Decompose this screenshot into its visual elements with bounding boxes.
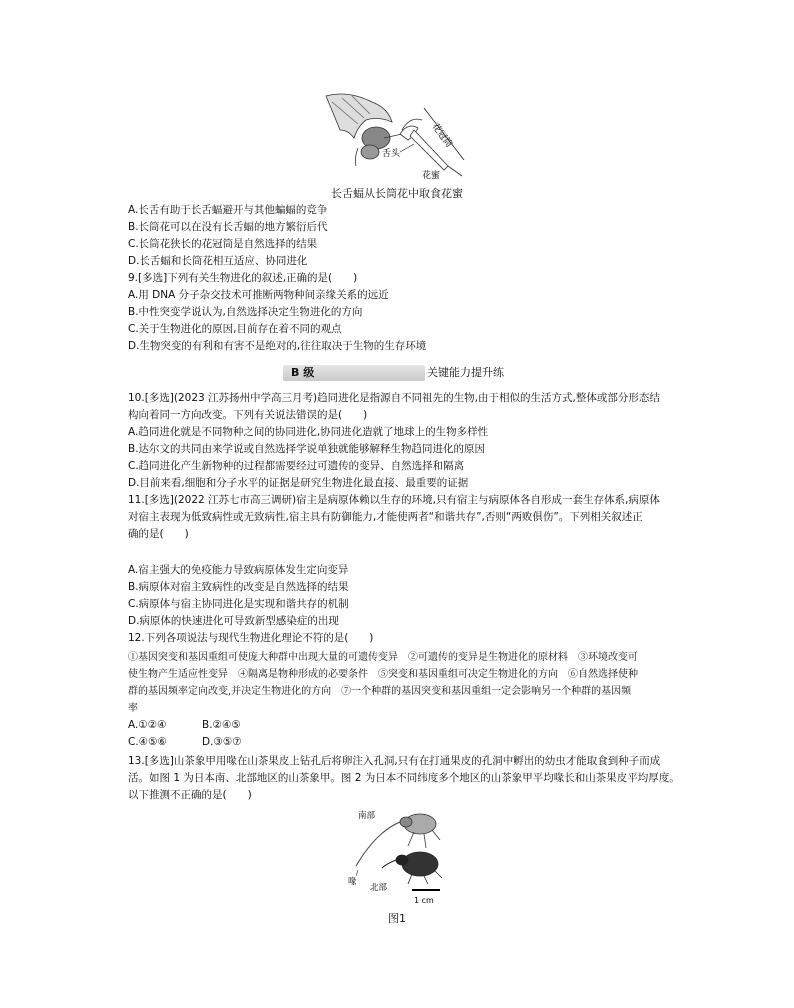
q12-option-d: D.③⑤⑦ <box>202 736 242 748</box>
section-b-title: 关键能力提升练 <box>427 366 504 379</box>
q11-option-c: C.病原体与宿主协同进化是实现和谐共存的机制 <box>128 598 349 610</box>
bat-figure-caption: 长舌蝠从长筒花中取食花蜜 <box>331 187 463 200</box>
q10-stem-line-1: 10.[多选](2023 江苏扬州中学高三月考)趋同进化是指源自不同祖先的生物,由于相似的生活方式,整体或部分形态结 <box>128 392 660 404</box>
beak-label: 喙 <box>348 877 357 887</box>
q11-stem-line-2: 对宿主表现为低致病性或无致病性,宿主具有防御能力,才能使两者“和谐共存”,否则“两败俱伤”。下列相关叙述正 <box>128 511 643 523</box>
q8-option-a: A.长舌有助于长舌蝠避开与其他蝙蝠的竞争 <box>128 204 328 216</box>
north-label: 北部 <box>370 883 388 893</box>
q13-stem-line-3: 以下推测不正确的是( ) <box>128 789 252 801</box>
q8-option-c: C.长筒花狭长的花冠筒是自然选择的结果 <box>128 238 318 250</box>
q12-option-a: A.①②④ <box>128 719 167 731</box>
corolla-label: 花冠筒 <box>429 121 454 150</box>
q11-option-d: D.病原体的快速进化可导致新型感染症的出现 <box>128 615 339 627</box>
nectar-label: 花蜜 <box>422 171 441 181</box>
q12-body-line-1: ①基因突变和基因重组可使庞大种群中出现大量的可遗传变异 ②可遗传的变异是生物进化的原材料 ③环境改变可 <box>128 652 638 663</box>
q9-option-d: D.生物突变的有利和有害不是绝对的,往往取决于生物的生存环境 <box>128 340 427 352</box>
weevil-figure <box>340 806 470 906</box>
q9-stem: 9.[多选]下列有关生物进化的叙述,正确的是( ) <box>128 272 358 284</box>
q10-option-c: C.趋同进化产生新物种的过程都需要经过可遗传的变异、自然选择和隔离 <box>128 460 465 472</box>
q12-body-line-4: 率 <box>128 703 138 714</box>
q9-option-c: C.关于生物进化的原因,目前存在着不同的观点 <box>128 323 342 335</box>
q9-option-a: A.用 DNA 分子杂交技术可推断两物种间亲缘关系的远近 <box>128 289 389 301</box>
q10-option-b: B.达尔文的共同由来学说或自然选择学说单独就能够解释生物趋同进化的原因 <box>128 443 486 455</box>
section-b-banner <box>283 365 425 381</box>
q12-body-line-2: 使生物产生适应性变异 ④隔离是物种形成的必要条件 ⑤突变和基因重组可决定生物进化的方向 ⑥自然选择使种 <box>128 669 638 680</box>
weevil-figure-caption: 图1 <box>388 912 406 925</box>
south-label: 南部 <box>358 811 376 821</box>
q13-stem-line-2: 活。如图 1 为日本南、北部地区的山茶象甲。图 2 为日本不同纬度多个地区的山茶象甲平均喙长和山茶果皮平均厚度。 <box>128 772 680 784</box>
scale-label: 1 cm <box>414 896 434 905</box>
north-weevil-illustration <box>382 852 442 884</box>
q12-stem: 12.下列各项说法与现代生物进化理论不符的是( ) <box>128 632 374 644</box>
q11-stem-line-3: 确的是( ) <box>128 528 189 540</box>
q8-option-d: D.长舌蝠和长筒花相互适应、协同进化 <box>128 255 308 267</box>
q10-option-a: A.趋同进化就是不同物种之间的协同进化,协同进化造就了地球上的生物多样性 <box>128 426 489 438</box>
q13-stem-line-1: 13.[多选]山茶象甲用喙在山茶果皮上钻孔后将卵注入孔洞,只有在打通果皮的孔洞中孵出的幼虫才能取食到种子而成 <box>128 755 661 767</box>
q9-option-b: B.中性突变学说认为,自然选择决定生物进化的方向 <box>128 306 363 318</box>
q12-body-line-3: 群的基因频率定向改变,并决定生物进化的方向 ⑦一个种群的基因突变和基因重组一定会影响另一个种群的基因频 <box>128 686 632 697</box>
section-b-level: B 级 <box>291 366 315 379</box>
q11-option-a: A.宿主强大的免疫能力导致病原体发生定向变异 <box>128 564 349 576</box>
beak-pointer <box>356 870 358 876</box>
q11-stem-line-1: 11.[多选](2022 江苏七市高三调研)宿主是病原体赖以生存的环境,只有宿主与病原体各自形成一套生存体系,病原体 <box>128 494 660 506</box>
tongue-label: 舌头 <box>382 149 401 159</box>
q11-option-b: B.病原体对宿主致病性的改变是自然选择的结果 <box>128 581 349 593</box>
q10-option-d: D.目前来看,细胞和分子水平的证据是研究生物进化最直接、最重要的证据 <box>128 477 469 489</box>
q12-option-c: C.④⑤⑥ <box>128 736 167 748</box>
q10-stem-line-2: 构向着同一方向改变。下列有关说法错误的是( ) <box>128 409 368 421</box>
q8-option-b: B.长筒花可以在没有长舌蝠的地方繁衍后代 <box>128 221 328 233</box>
q12-option-b: B.②④⑤ <box>202 719 241 731</box>
tongue-pointer <box>400 144 414 152</box>
bat-flower-figure <box>318 86 478 184</box>
